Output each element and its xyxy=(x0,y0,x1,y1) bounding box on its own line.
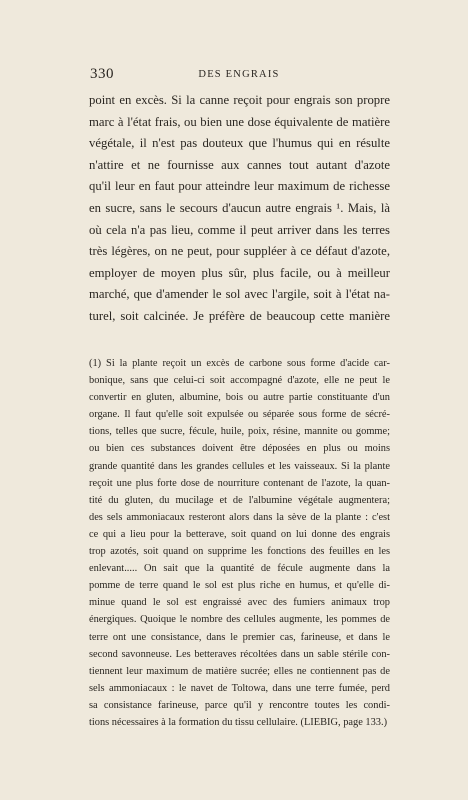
body-line: turel, soit calcinée. Je préfère de beaucoup cette manière xyxy=(89,308,390,323)
footnote-line: des sels ammoniacaux resteront alors dans la sève de la plante : c'est xyxy=(89,511,390,523)
body-line: marc à l'état frais, ou bien une dose équivalente de matière xyxy=(89,114,390,129)
footnote-line: sa consistance farineuse, parce qu'il y rencontre toutes les condi- xyxy=(89,699,390,711)
footnote-line: tions, telles que sucre, fécule, huile, poix, résine, mannite ou gomme; xyxy=(89,426,390,438)
footnote xyxy=(89,355,390,731)
body-line: végétale, il n'est pas douteux que l'humus qui en résulte xyxy=(89,136,390,151)
footnote-line: second savonneuse. Les betteraves récoltées dans un sable stérile con- xyxy=(89,648,390,660)
page-header xyxy=(90,66,388,86)
footnote-line: bonique, sans que celui-ci soit accompagné d'azote, elle ne peut le xyxy=(89,375,390,387)
body-line: marché, que d'amender le sol avec l'argile, soit à l'état na- xyxy=(89,287,390,302)
body-paragraph xyxy=(89,90,390,328)
footnote-line: énergiques. Quoique le nombre des cellules augmente, les pommes de xyxy=(89,614,390,626)
footnote-line: grande quantité dans les grandes cellules et les vaisseaux. Si la plante xyxy=(89,460,390,472)
footnote-line: tiennent leur maximum de matière sucrée; elles ne contiennent pas de xyxy=(89,665,390,677)
body-line: employer de moyen plus sûr, plus facile, ou à meilleur xyxy=(89,265,390,280)
footnote-line: tions nécessaires à la formation du tissu cellulaire. (LIEBIG, page 133.) xyxy=(89,716,388,728)
footnote-line: ce qui a lieu pour la betterave, soit quand on lui donne des engrais xyxy=(89,528,390,540)
footnote-line: tité du gluten, du mucilage et de l'albumine végétale augmentera; xyxy=(89,494,390,506)
body-line: point en excès. Si la canne reçoit pour engrais son propre xyxy=(89,93,390,107)
footnote-line: minue quand le sol est engraissé avec des fumiers animaux trop xyxy=(89,597,390,609)
footnote-line: (1) Si la plante reçoit un excès de carbone sous forme d'acide car- xyxy=(89,358,390,369)
running-head: DES ENGRAIS xyxy=(198,69,280,80)
footnote-line: terre ont une consistance, dans le premier cas, farineuse, et dans le xyxy=(89,631,390,643)
footnote-line: sels ammoniacaux : le navet de Toltowa, dans une terre fumée, perd xyxy=(89,682,390,694)
body-line: très légères, on ne peut, pour suppléer à ce défaut d'azote, xyxy=(89,244,390,259)
body-line: n'attire et ne fournisse aux cannes tout autant d'azote xyxy=(89,157,390,172)
body-line: qu'il leur en faut pour atteindre leur maximum de richesse xyxy=(89,179,390,194)
footnote-line: ou bien ces substances doivent être déposées en plus ou moins xyxy=(89,443,390,455)
footnote-line: enlevant..... On sait que la quantité de fécule augmente dans la xyxy=(89,563,390,575)
footnote-line: organe. Il faut qu'elle soit expulsée ou séparée sous forme de sécré- xyxy=(89,409,390,421)
page-number: 330 xyxy=(90,66,114,82)
footnote-line: convertir en gluten, albumine, bois ou autre partie constituante d'un xyxy=(89,392,390,404)
body-line: où cela n'a pas lieu, comme il peut arriver dans les terres xyxy=(89,222,390,237)
footnote-line: pomme de terre quand le sol est plus riche en humus, et qu'elle di- xyxy=(89,580,390,592)
footnote-line: trop azotés, soit quand on supprime les fonctions des feuilles en les xyxy=(89,546,390,558)
body-line: en sucre, sans le secours d'aucun autre engrais ¹. Mais, là xyxy=(89,200,390,215)
footnote-line: reçoit une plus forte dose de nourriture contenant de l'azote, la quan- xyxy=(89,477,390,489)
